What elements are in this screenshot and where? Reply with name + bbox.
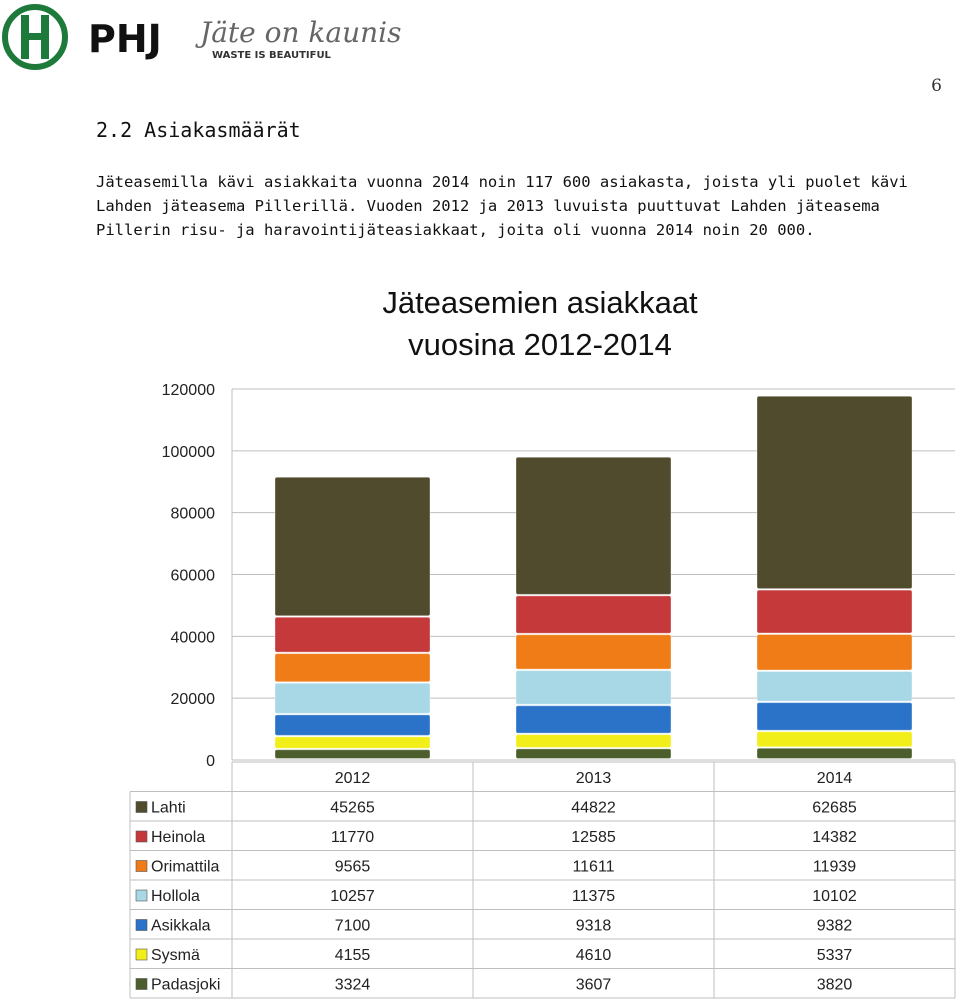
page-number: 6 bbox=[931, 76, 942, 96]
bar-segment bbox=[275, 654, 430, 682]
x-tick-label: 2014 bbox=[816, 770, 853, 787]
table-cell-value: 3607 bbox=[575, 976, 612, 994]
legend-key bbox=[136, 920, 147, 931]
table-cell-value: 9565 bbox=[334, 858, 371, 876]
bar-segment bbox=[757, 732, 912, 747]
legend-label: Sysmä bbox=[151, 947, 200, 964]
logo-slogan-en: WASTE IS BEAUTIFUL bbox=[212, 50, 331, 61]
table-cell-value: 14382 bbox=[812, 829, 857, 846]
legend-key bbox=[136, 831, 147, 842]
table-cell-value: 5337 bbox=[816, 947, 853, 964]
bar-segment bbox=[516, 749, 671, 759]
legend-label: Orimattila bbox=[151, 858, 220, 876]
y-tick-label: 120000 bbox=[161, 382, 215, 399]
y-tick-label: 0 bbox=[206, 753, 215, 770]
bar-segment bbox=[516, 635, 671, 669]
table-cell-value: 11939 bbox=[812, 858, 857, 876]
legend-key bbox=[136, 802, 147, 813]
table-cell-value: 3820 bbox=[816, 976, 853, 994]
logo-brand: PHJ bbox=[88, 17, 162, 61]
bar-segment bbox=[275, 715, 430, 735]
bar-segment bbox=[275, 683, 430, 713]
bar-segment bbox=[757, 590, 912, 633]
bar-segment bbox=[516, 706, 671, 733]
y-tick-label: 80000 bbox=[170, 505, 215, 523]
y-tick-label: 100000 bbox=[161, 443, 215, 461]
y-tick-label: 60000 bbox=[170, 567, 215, 585]
table-cell-value: 10257 bbox=[330, 888, 375, 905]
bar-segment bbox=[757, 396, 912, 588]
bar-segment bbox=[516, 596, 671, 633]
legend-label: Lahti bbox=[151, 799, 186, 817]
table-cell-value: 4155 bbox=[334, 947, 371, 964]
table-cell-value: 44822 bbox=[571, 799, 616, 817]
legend-key bbox=[136, 979, 147, 990]
table-cell-value: 62685 bbox=[812, 799, 857, 817]
table-cell-value: 9318 bbox=[575, 917, 612, 935]
bar-segment bbox=[275, 737, 430, 748]
legend-key bbox=[136, 949, 147, 960]
bar-segment bbox=[275, 750, 430, 759]
table-cell-value: 7100 bbox=[334, 917, 371, 935]
table-cell-value: 45265 bbox=[330, 799, 375, 817]
table-cell-value: 11770 bbox=[330, 829, 375, 846]
y-tick-label: 20000 bbox=[170, 691, 215, 709]
table-cell-value: 3324 bbox=[334, 976, 371, 994]
table-cell-value: 4610 bbox=[575, 947, 612, 964]
bar-segment bbox=[516, 671, 671, 705]
bar-segment bbox=[275, 477, 430, 615]
table-cell-value: 11611 bbox=[572, 858, 615, 876]
section-heading: 2.2 Asiakasmäärät bbox=[96, 118, 301, 142]
y-tick-label: 40000 bbox=[170, 629, 215, 647]
bar-segment bbox=[757, 748, 912, 758]
bar-segment bbox=[757, 671, 912, 701]
x-tick-label: 2013 bbox=[575, 770, 612, 787]
legend-label: Hollola bbox=[151, 888, 200, 905]
legend-label: Padasjoki bbox=[151, 976, 221, 994]
table-cell-value: 12585 bbox=[571, 829, 616, 846]
bar-segment bbox=[757, 703, 912, 731]
bar-segment bbox=[516, 735, 671, 748]
bar-segment bbox=[516, 457, 671, 594]
table-cell-value: 11375 bbox=[571, 888, 616, 905]
x-tick-label: 2012 bbox=[334, 770, 371, 787]
table-cell-value: 10102 bbox=[812, 888, 857, 905]
legend-key bbox=[136, 890, 147, 901]
chart-title: Jäteasemien asiakkaat vuosina 2012-2014 bbox=[382, 285, 698, 362]
legend-label: Asikkala bbox=[151, 917, 211, 935]
bar-segment bbox=[757, 635, 912, 670]
legend-key bbox=[136, 861, 147, 872]
bar-segment bbox=[275, 617, 430, 652]
body-paragraph: Jäteasemilla kävi asiakkaita vuonna 2014 noin 117 600 asiakasta, joista yli puolet kävi Lahden jäteasema Pillerillä. Vuoden 2012 ja 2013 luvuista puuttuvat Lahden jäteasema Pillerin risu- ja haravointijäteasiakkaat, joita oli vuonna 2014 noin 20 000. bbox=[96, 173, 908, 239]
legend-label: Heinola bbox=[151, 829, 206, 846]
logo-slogan: Jäte on kaunis bbox=[200, 16, 402, 49]
table-cell-value: 9382 bbox=[816, 917, 853, 935]
